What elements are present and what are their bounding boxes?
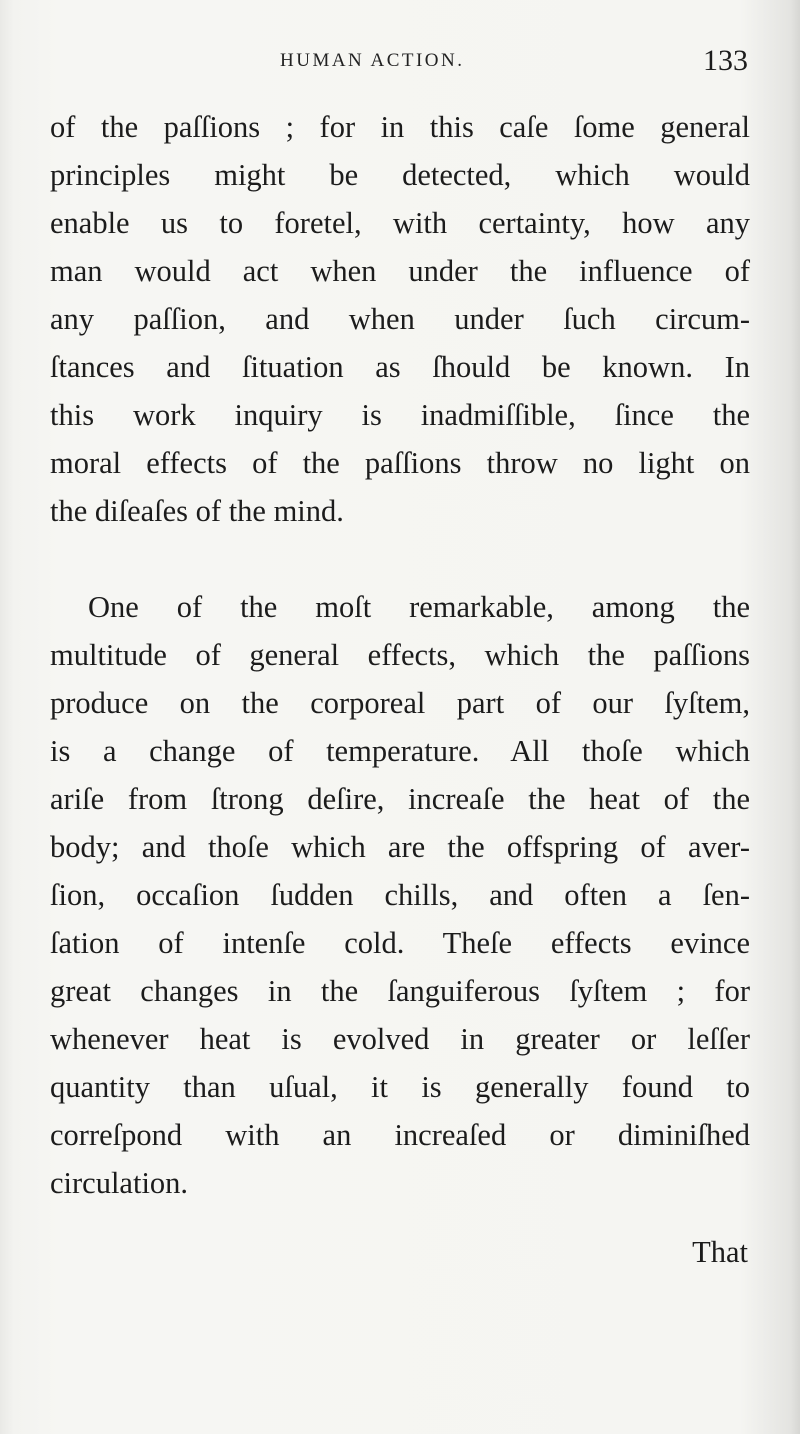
text-line: ſation of intenſe cold. Theſe effects evince: [50, 926, 750, 960]
text-line: principles might be detected, which would: [50, 158, 750, 192]
text-line: ariſe from ſtrong deſire, increaſe the heat of the: [50, 782, 750, 816]
running-title: HUMAN ACTION.: [280, 50, 465, 71]
text-line: great changes in the ſanguiferous ſyſtem ; for: [50, 974, 750, 1008]
page-number: 133: [703, 44, 748, 77]
text-line: ſtances and ſituation as ſhould be known. In: [50, 350, 750, 384]
text-line: is a change of temperature. All thoſe which: [50, 734, 750, 768]
text-line: quantity than uſual, it is generally found to: [50, 1070, 750, 1104]
text-line: One of the moſt remarkable, among the: [88, 590, 750, 624]
page-header: [0, 38, 800, 78]
text-line: whenever heat is evolved in greater or leſſer: [50, 1022, 750, 1056]
text-line: circulation.: [50, 1166, 189, 1200]
text-line: correſpond with an increaſed or diminiſhed: [50, 1118, 750, 1152]
text-line: multitude of general effects, which the paſſions: [50, 638, 750, 672]
text-line: produce on the corporeal part of our ſyſtem,: [50, 686, 750, 720]
text-line: of the paſſions ; for in this caſe ſome general: [50, 110, 750, 144]
paragraph-1: [50, 103, 750, 535]
text-line: body; and thoſe which are the offspring of aver-: [50, 830, 750, 864]
text-line: man would act when under the influence of: [50, 254, 750, 288]
text-line: any paſſion, and when under ſuch circum-: [50, 302, 750, 336]
paragraph-2: [50, 583, 750, 1207]
text-line: this work inquiry is inadmiſſible, ſince the: [50, 398, 750, 432]
text-line: ſion, occaſion ſudden chills, and often a ſen-: [50, 878, 750, 912]
text-line: moral effects of the paſſions throw no light on: [50, 446, 750, 480]
text-line: the diſeaſes of the mind.: [50, 494, 344, 528]
text-line: enable us to foretel, with certainty, how any: [50, 206, 750, 240]
catchword: That: [692, 1235, 748, 1269]
